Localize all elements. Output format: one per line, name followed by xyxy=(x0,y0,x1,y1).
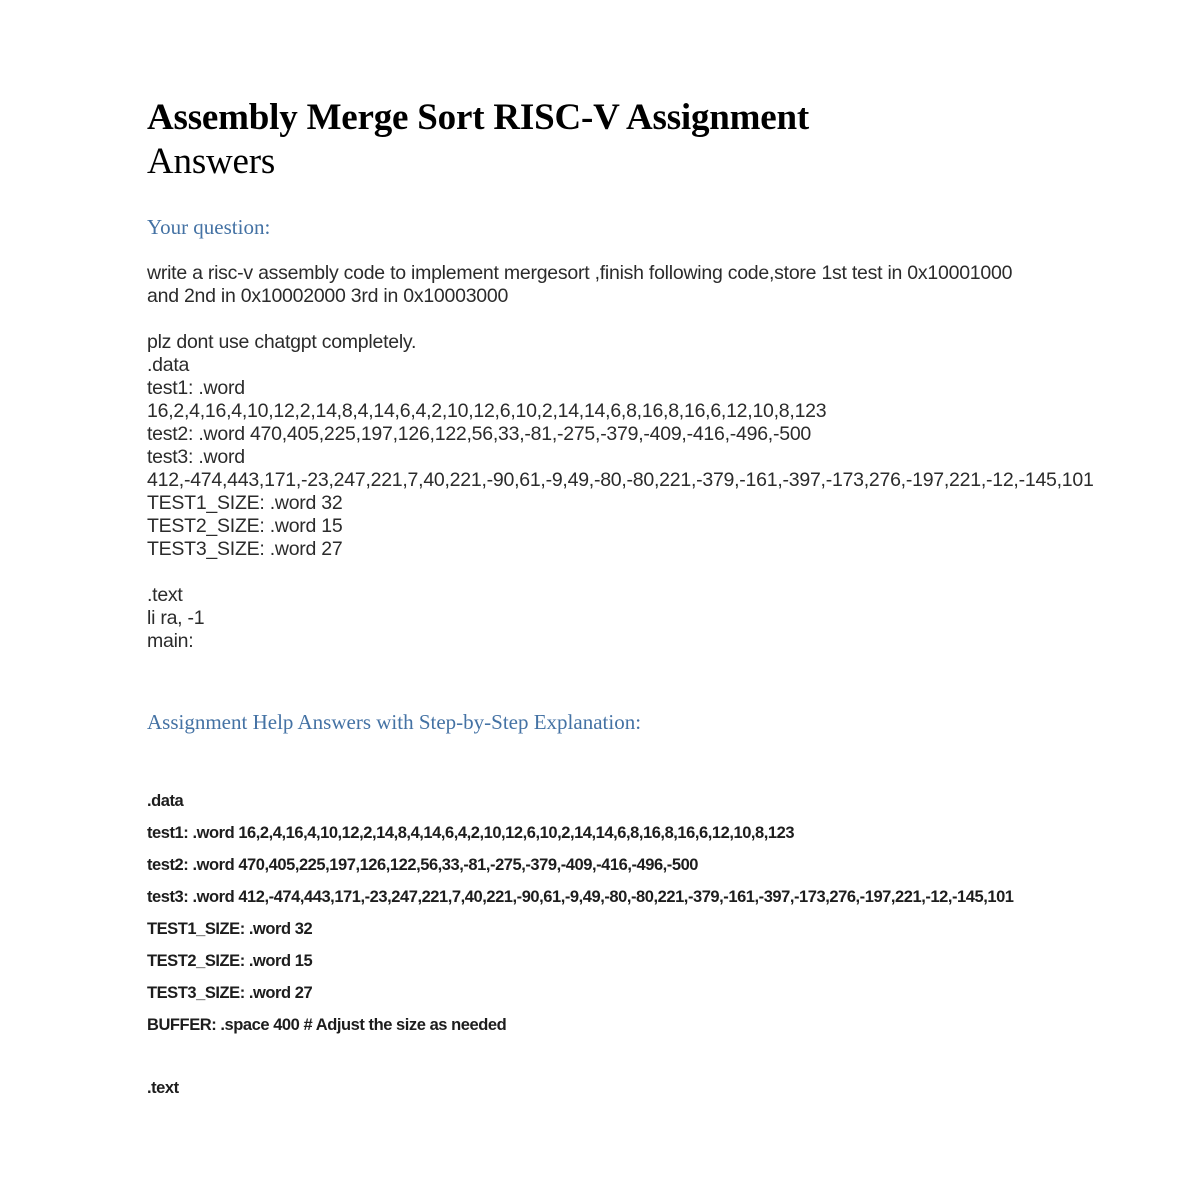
document-content xyxy=(147,96,1094,1109)
answer-paragraph: TEST2_SIZE: .word 15 xyxy=(147,952,313,970)
question-line: .data xyxy=(147,354,190,376)
question-line: TEST2_SIZE: .word 15 xyxy=(147,515,343,537)
question-line: test2: .word 470,405,225,197,126,122,56,33,-81,-275,-379,-409,-416,-496,-500 xyxy=(147,423,812,445)
question-section-heading: Your question: xyxy=(147,215,271,239)
answer-paragraph: .text xyxy=(147,1079,179,1097)
question-line: TEST3_SIZE: .word 27 xyxy=(147,538,343,560)
question-line: main: xyxy=(147,630,194,652)
answer-paragraph: test2: .word 470,405,225,197,126,122,56,33,-81,-275,-379,-409,-416,-496,-500 xyxy=(147,856,699,874)
page-title-line-1: Assembly Merge Sort RISC-V Assignment xyxy=(147,97,809,138)
answer-paragraph: .data xyxy=(147,792,184,810)
question-line: write a risc-v assembly code to implement mergesort ,finish following code,store 1st test in 0x10001000 and 2nd in 0x10002000 3rd in 0x10003000 xyxy=(147,262,1013,307)
answer-paragraph: test3: .word 412,-474,443,171,-23,247,221,7,40,221,-90,61,-9,49,-80,-80,221,-379,-161,-397,-173,276,-197,221,-12,-145,101 xyxy=(147,888,1014,906)
answer-paragraph: BUFFER: .space 400 # Adjust the size as needed xyxy=(147,1016,507,1034)
page-title xyxy=(147,96,1047,184)
question-line: TEST1_SIZE: .word 32 xyxy=(147,492,343,514)
answer-body xyxy=(147,790,1047,1100)
question-line: test3: .word 412,-474,443,171,-23,247,221,7,40,221,-90,61,-9,49,-80,-80,221,-379,-161,-397,-173,276,-197,221,-12,-145,101 xyxy=(147,446,1094,491)
question-line: .text xyxy=(147,584,183,606)
question-body xyxy=(147,262,1094,653)
question-line-blank xyxy=(147,308,1047,331)
question-line: 16,2,4,16,4,10,12,2,14,8,4,14,6,4,2,10,12,6,10,2,14,14,6,8,16,8,16,6,12,10,8,123 xyxy=(147,400,827,422)
page-title-line-2: Answers xyxy=(147,141,276,182)
answer-paragraph: TEST3_SIZE: .word 27 xyxy=(147,984,313,1002)
question-line: li ra, -1 xyxy=(147,607,205,629)
section-spacer xyxy=(147,735,1047,790)
question-line: test1: .word xyxy=(147,377,245,399)
question-line-blank xyxy=(147,561,1047,584)
question-line: plz dont use chatgpt completely. xyxy=(147,331,417,353)
section-spacer xyxy=(147,653,1047,709)
answer-paragraph: test1: .word 16,2,4,16,4,10,12,2,14,8,4,14,6,4,2,10,12,6,10,2,14,14,6,8,16,8,16,6,12,10,8,123 xyxy=(147,824,795,842)
answer-paragraph: TEST1_SIZE: .word 32 xyxy=(147,920,313,938)
answers-section-heading: Assignment Help Answers with Step-by-Step Explanation: xyxy=(147,710,642,734)
